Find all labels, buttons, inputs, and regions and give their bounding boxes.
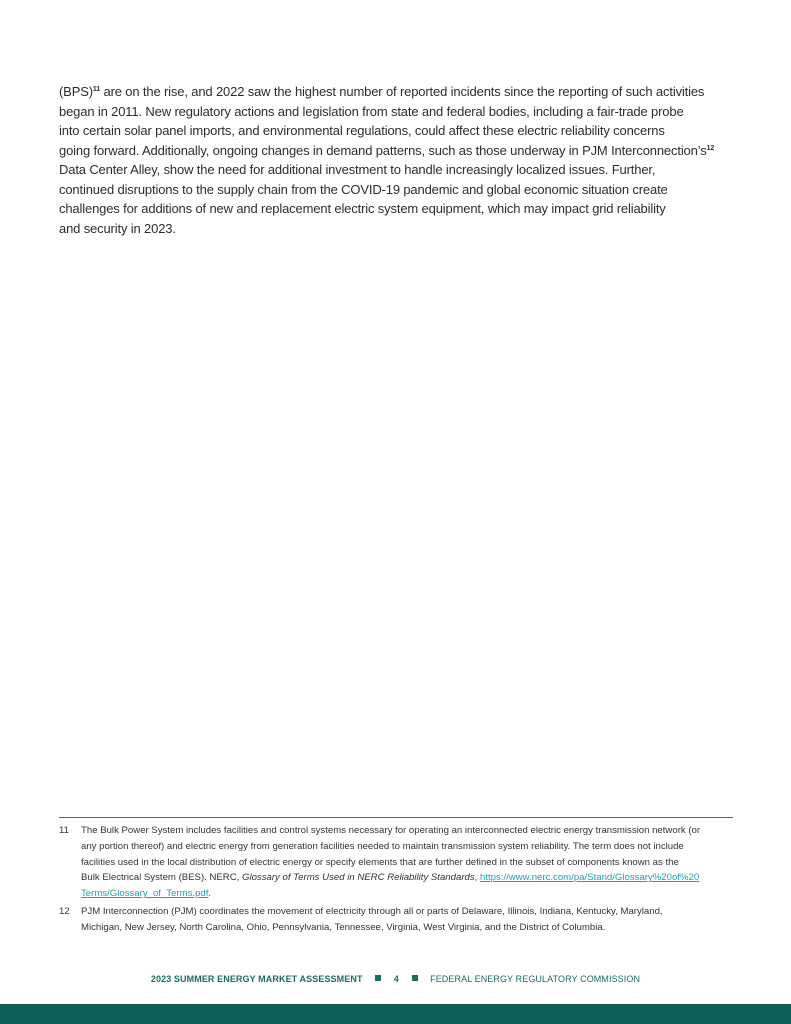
page-number: 4	[393, 974, 399, 984]
body-line-5: Data Center Alley, show the need for additional investment to handle increasingly localized issues. Further,	[59, 162, 656, 177]
body-line-8: and security in 2023.	[59, 220, 176, 236]
footnote-12	[59, 904, 735, 936]
body-line-6: continued disruptions to the supply chain from the COVID-19 pandemic and global economic situation create	[59, 181, 668, 197]
page-footer	[0, 974, 791, 984]
body-line-3: into certain solar panel imports, and environmental regulations, could affect these electric reliability concerns	[59, 123, 665, 138]
footnote-ref-11[interactable]: 11	[92, 86, 101, 93]
footnote-text: The Bulk Power System includes facilities and control systems necessary for operating an interconnected electric energy transmission network (or any portion thereof) and electric energy from generation facilities needed to maintain transmission system reliability. The term does not include facilities used in the local distribution of electric energy or specify elements that are further defined in the subset of components known as the Bulk Electrical System (BES). NERC, Glossary of Terms Used in NERC Reliability Standards, https://www.nerc.com/pa/Stand/Glossary%20of%20 Terms/Glossary_of_Terms.pdf.	[81, 825, 701, 900]
nerc-glossary-link[interactable]: https://www.nerc.com/pa/Stand/Glossary%20of%20	[480, 872, 700, 884]
glossary-title: Glossary of Terms Used in NERC Reliability Standards	[242, 872, 475, 884]
footnote-text: PJM Interconnection (PJM) coordinates the movement of electricity through all or parts of Delaware, Illinois, Indiana, Kentucky, Maryland, Michigan, New Jersey, North Carolina, Ohio, Pennsylvania, Tennessee, Virginia, West Virginia, and the District of Columbia.	[81, 905, 663, 933]
footnote-11	[59, 823, 735, 902]
agency-name: FEDERAL ENERGY REGULATORY COMMISSION	[430, 974, 641, 984]
report-title: 2023 SUMMER ENERGY MARKET ASSESSMENT	[150, 974, 363, 984]
body-line-4: going forward. Additionally, ongoing changes in demand patterns, such as those underway in PJM $Interconnection’s^{12}$	[59, 142, 715, 158]
body-paragraph	[59, 82, 739, 238]
footnotes	[59, 823, 735, 938]
footnote-ref-12[interactable]: 12	[706, 144, 715, 152]
footer-color-bar	[0, 1004, 791, 1024]
square-separator-icon	[412, 975, 418, 981]
body-line-2: began in 2011. New regulatory actions and legislation from state and federal bodies, including a fair-trade probe	[59, 103, 684, 119]
footnote-number: 12	[59, 905, 70, 917]
footnote-divider	[59, 817, 733, 818]
footnote-number: 11	[59, 825, 69, 836]
nerc-glossary-link-cont[interactable]: Terms/Glossary_of_Terms.pdf	[81, 888, 209, 900]
square-separator-icon	[375, 975, 381, 981]
body-line-1: (BPS)$^{11}$ are on the rise, and 2022 saw the highest number of reported incidents since the reporting of such activities	[59, 84, 705, 99]
body-line-7: challenges for additions of new and replacement electric system equipment, which may impact grid reliability	[59, 201, 666, 216]
